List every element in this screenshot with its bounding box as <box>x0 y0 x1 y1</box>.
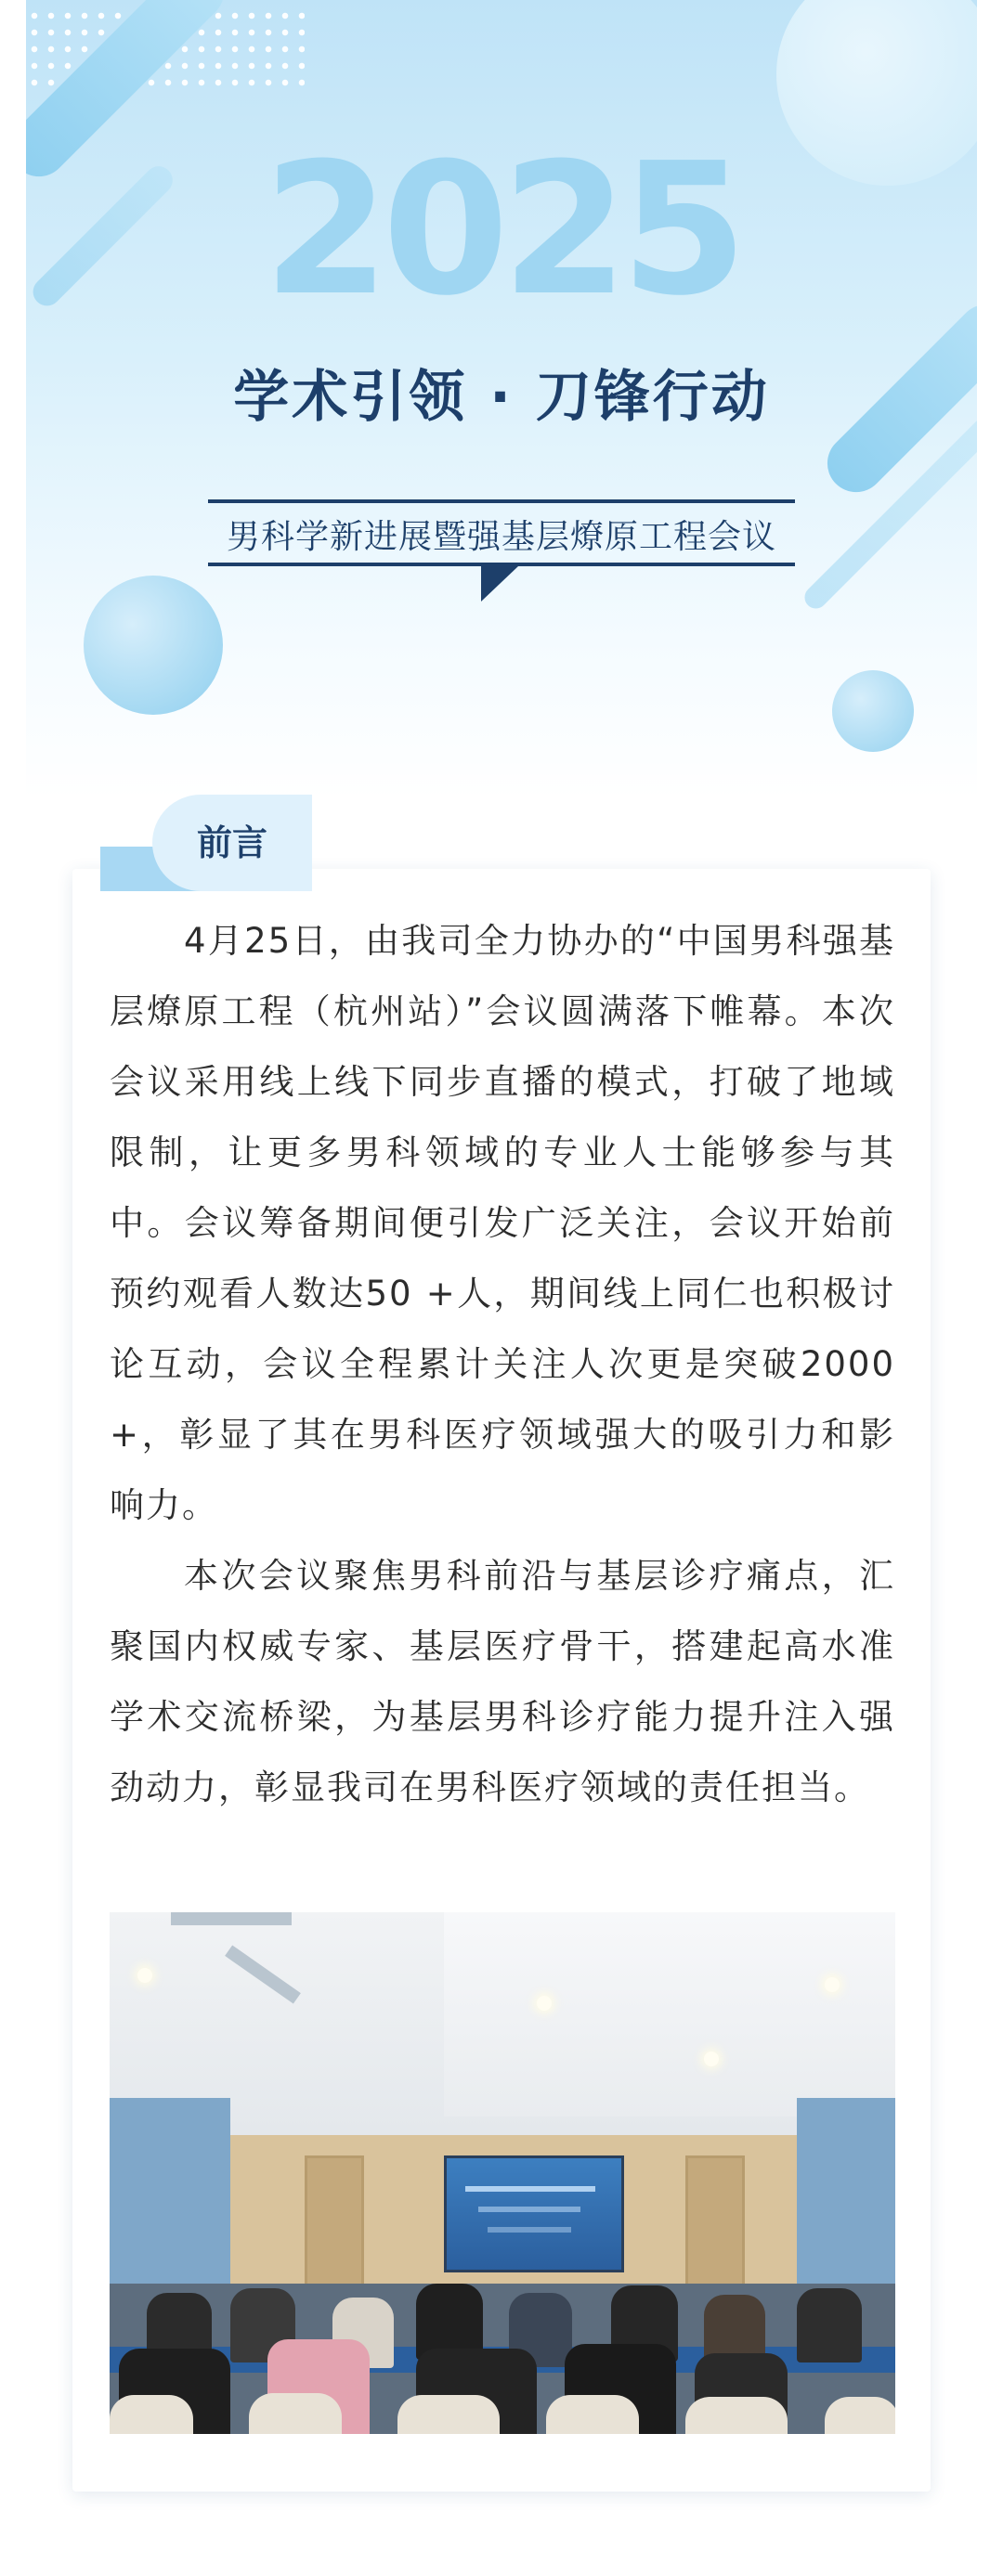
hero-title: 学术引领 · 刀锋行动 <box>233 365 770 430</box>
decor-circle <box>84 576 223 715</box>
section-tab-label: 前言 <box>196 822 267 863</box>
speech-pointer-icon <box>481 566 518 602</box>
photo-door <box>685 2155 745 2300</box>
photo-chair <box>397 2395 500 2434</box>
photo-vent <box>171 1912 292 1925</box>
right-margin <box>977 0 1003 798</box>
decor-circle <box>832 670 914 752</box>
article-body <box>110 906 895 1823</box>
photo-light <box>537 1996 552 2011</box>
photo-chair <box>685 2397 788 2434</box>
hero-banner <box>0 0 1003 798</box>
hero-subtitle: 男科学新进展暨强基层燎原工程会议 <box>226 518 776 556</box>
photo-projection-screen <box>444 2155 624 2272</box>
photo-chair <box>249 2393 342 2434</box>
photo-person <box>797 2288 862 2362</box>
photo-door <box>305 2155 364 2300</box>
article-paragraph: 本次会议聚焦男科前沿与基层诊疗痛点，汇聚国内权威专家、基层医疗骨干，搭建起高水准学术交流桥梁，为基层男科诊疗能力提升注入强劲动力，彰显我司在男科医疗领域的责任担当。 <box>110 1556 895 1807</box>
hero-subtitle-box <box>208 499 795 566</box>
photo-chair <box>546 2395 639 2434</box>
conference-room-photo <box>110 1912 895 2434</box>
hero-year: 2025 <box>263 124 740 336</box>
left-margin <box>0 0 26 798</box>
photo-light <box>825 1977 840 1992</box>
photo-light <box>137 1968 152 1983</box>
subtitle-top-rule <box>208 499 795 503</box>
photo-ceiling <box>444 1912 895 2116</box>
photo-chair <box>825 2397 895 2434</box>
photo-chair <box>110 2395 193 2434</box>
photo-light <box>704 2052 719 2066</box>
article-paragraph: 4月25日，由我司全力协办的“中国男科强基层燎原工程（杭州站）”会议圆满落下帷幕。本次会议采用线上线下同步直播的模式，打破了地域限制，让更多男科领域的专业人士能够参与其中。会议筹备期间便引发广泛关注，会议开始前预约观看人数达50 +人，期间线上同仁也积极讨论互动，会议全程累计关注人次更是突破2000+，彰显了其在男科医疗领域强大的吸引力和影响力。 <box>110 921 895 1525</box>
